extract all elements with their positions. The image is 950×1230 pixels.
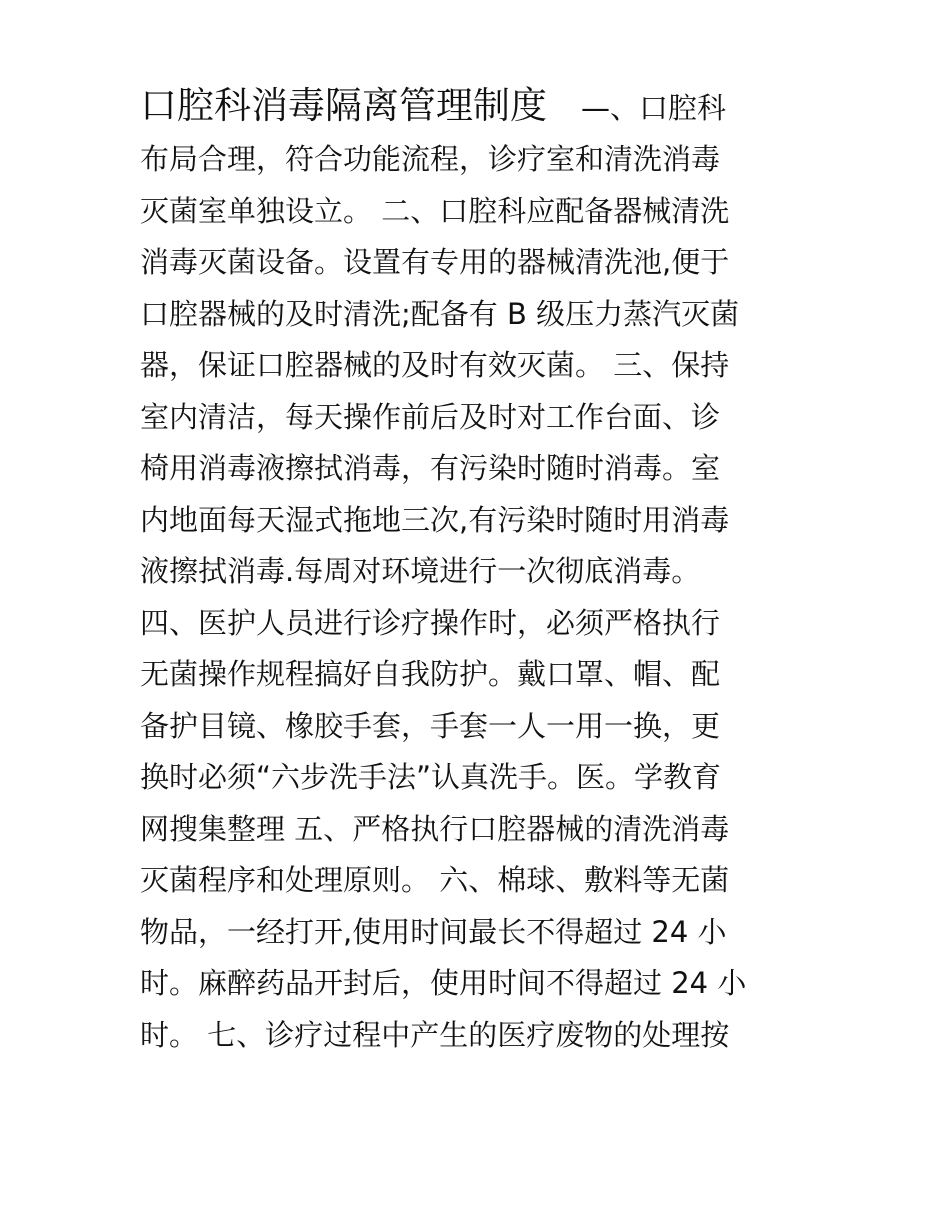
text-line: 无菌操作规程搞好自我防护。戴口罩、帽、配 (140, 657, 721, 691)
text-line: 内地面每天湿式拖地三次,有污染时随时用消毒 (140, 502, 730, 537)
text-line: 灭菌室单独设立。 二、口腔科应配备器械清洗 (140, 193, 730, 228)
text-line: 口腔器械的及时清洗;配备有 B 级压力蒸汽灭菌 (140, 296, 740, 331)
text-line: 时。麻醉药品开封后，使用时间不得超过 24 小 (140, 966, 747, 1000)
text-line: 液擦拭消毒.每周对环境进行一次彻底消毒。 (140, 554, 701, 588)
document-title: 口腔科消毒隔离管理制度 (140, 84, 547, 127)
text-line: 四、医护人员进行诊疗操作时，必须严格执行 (140, 605, 721, 640)
text-line: 时。 七、诊疗过程中产生的医疗废物的处理按 (140, 1017, 730, 1052)
text-line: 器，保证口腔器械的及时有效灭菌。 三、保持 (140, 348, 730, 382)
text-line: 室内清洁，每天操作前后及时对工作台面、诊 (140, 399, 721, 434)
document-body (140, 78, 810, 1061)
text-line: 椅用消毒液擦拭消毒，有污染时随时消毒。室 (140, 451, 721, 485)
text-line: 物品，一经打开,使用时间最长不得超过 24 小 (140, 914, 727, 949)
text-line: 消毒灭菌设备。设置有专用的器械清洗池,便于 (140, 245, 730, 279)
title-line (140, 78, 810, 134)
text-line: 备护目镜、橡胶手套，手套一人一用一换，更 (140, 708, 721, 743)
text-line: 灭菌程序和处理原则。 六、棉球、敷料等无菌 (140, 863, 730, 897)
text-line: 网搜集整理 五、严格执行口腔器械的清洗消毒 (140, 811, 730, 846)
first-line-text: —、口腔科 (581, 91, 727, 125)
text-line: 换时必须“六步洗手法”认真洗手。医。学教育 (140, 760, 722, 794)
text-line: 布局合理，符合功能流程，诊疗室和清洗消毒 (140, 142, 721, 176)
